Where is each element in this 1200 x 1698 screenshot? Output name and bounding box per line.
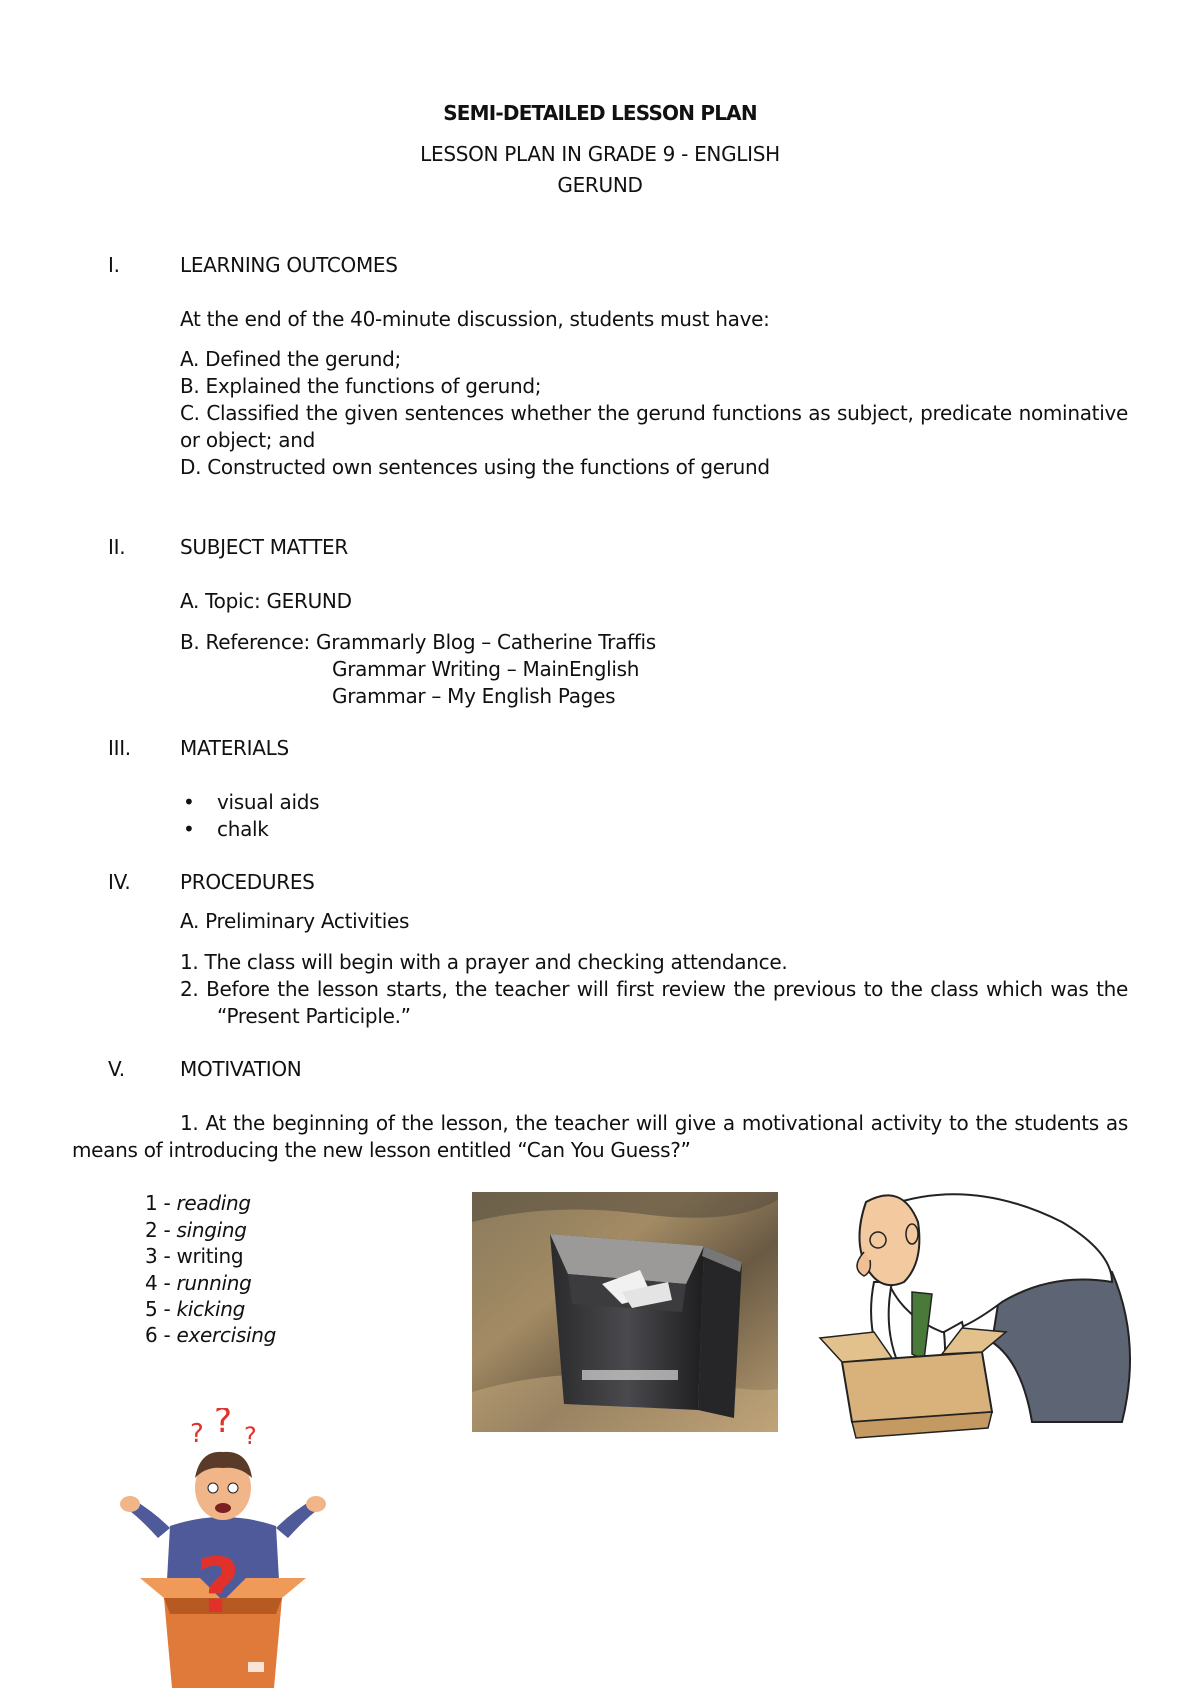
section-title-motivation: MOTIVATION xyxy=(180,1057,302,1081)
svg-text:?: ? xyxy=(190,1419,204,1449)
section-number-4: IV. xyxy=(108,870,131,894)
outcome-item-continued: or object; and xyxy=(180,428,315,452)
svg-text:?: ? xyxy=(244,1422,257,1450)
subject-reference-line: Grammar – My English Pages xyxy=(332,684,616,708)
procedure-step: 1. The class will begin with a prayer and checking attendance. xyxy=(180,950,788,974)
guess-item: 6 - exercising xyxy=(145,1323,277,1347)
section-number-2: II. xyxy=(108,535,126,559)
subject-reference-line: Grammar Writing – MainEnglish xyxy=(332,657,640,681)
section-number-1: I. xyxy=(108,253,120,277)
outcome-item: D. Constructed own sentences using the functions of gerund xyxy=(180,455,770,479)
man-opening-box-cartoon xyxy=(812,1182,1136,1440)
guess-item: 2 - singing xyxy=(145,1218,247,1242)
confused-man-question-box-cartoon xyxy=(120,1408,326,1690)
guess-item: 4 - running xyxy=(145,1271,252,1295)
guess-item: 5 - kicking xyxy=(145,1297,246,1321)
section-title-materials: MATERIALS xyxy=(180,736,289,760)
document-topic: GERUND xyxy=(557,173,643,197)
section-title-learning-outcomes: LEARNING OUTCOMES xyxy=(180,253,398,277)
svg-text:?: ? xyxy=(214,1408,233,1441)
bullet-dot: • xyxy=(183,790,195,814)
procedure-step: 2. Before the lesson starts, the teacher will first review the previous to the class which was the xyxy=(180,977,1128,1001)
outcomes-intro: At the end of the 40-minute discussion, students must have: xyxy=(180,307,770,331)
procedure-step-continued: “Present Participle.” xyxy=(217,1004,411,1028)
svg-text:?: ? xyxy=(196,1541,241,1630)
outcome-item: C. Classified the given sentences whether the gerund functions as subject, predicate nominative xyxy=(180,401,1128,425)
subject-topic: A. Topic: GERUND xyxy=(180,589,352,613)
subject-reference: B. Reference: Grammarly Blog – Catherine Traffis xyxy=(180,630,656,654)
material-item: chalk xyxy=(217,817,269,841)
motivation-paragraph-line: means of introducing the new lesson entitled “Can You Guess?” xyxy=(72,1138,691,1162)
section-title-procedures: PROCEDURES xyxy=(180,870,315,894)
outcome-item: B. Explained the functions of gerund; xyxy=(180,374,542,398)
section-number-3: III. xyxy=(108,736,131,760)
section-number-5: V. xyxy=(108,1057,125,1081)
section-title-subject-matter: SUBJECT MATTER xyxy=(180,535,348,559)
motivation-paragraph-line: 1. At the beginning of the lesson, the teacher will give a motivational activity to the students as xyxy=(180,1111,1128,1135)
tin-box-photo xyxy=(472,1192,778,1432)
guess-item: 1 - reading xyxy=(145,1191,251,1215)
outcome-item: A. Defined the gerund; xyxy=(180,347,401,371)
material-item: visual aids xyxy=(217,790,320,814)
guess-item: 3 - writing xyxy=(145,1244,244,1268)
document-title: SEMI-DETAILED LESSON PLAN xyxy=(443,101,757,125)
procedures-subheading: A. Preliminary Activities xyxy=(180,909,410,933)
bullet-dot: • xyxy=(183,817,195,841)
document-subtitle: LESSON PLAN IN GRADE 9 - ENGLISH xyxy=(420,142,780,166)
